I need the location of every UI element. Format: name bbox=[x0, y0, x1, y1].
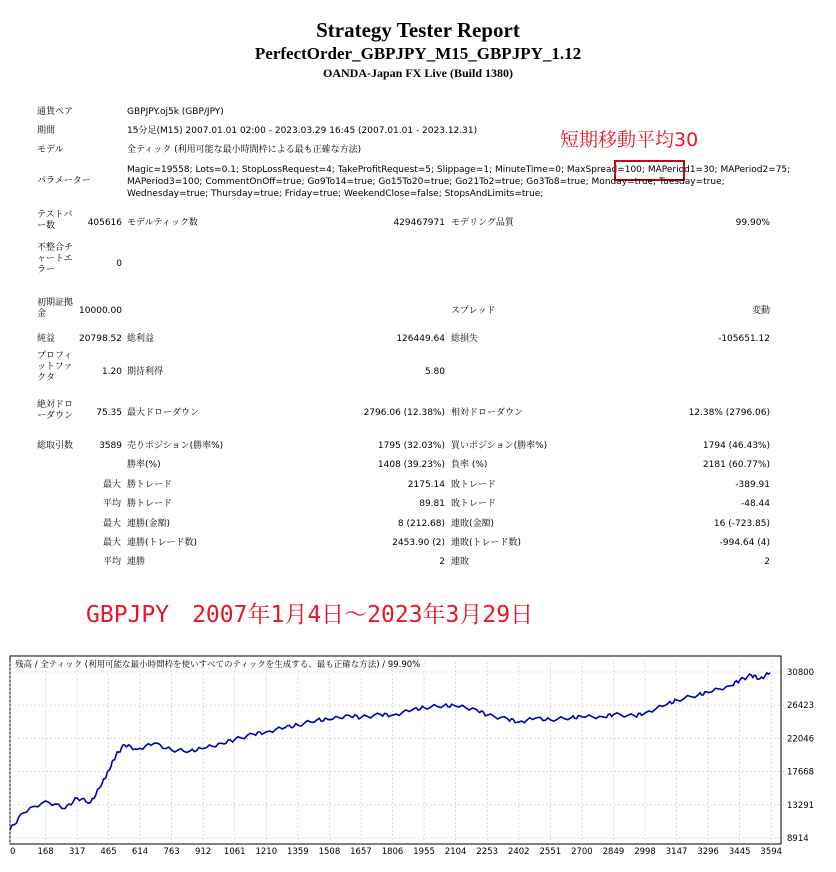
gross-profit-label: 総利益 bbox=[127, 334, 155, 344]
cons-profit-label: 連勝(トレード数) bbox=[127, 538, 198, 548]
cons-losses-label: 連敗(金額) bbox=[451, 519, 495, 529]
deposit-value: 10000.00 bbox=[79, 306, 122, 316]
y-axis-ticks bbox=[787, 668, 814, 844]
x-tick-label: 2700 bbox=[571, 847, 593, 857]
winrate-value: 1408 (39.23%) bbox=[377, 460, 445, 470]
x-tick-label: 2402 bbox=[507, 847, 530, 857]
payoff-value: 5.80 bbox=[424, 367, 445, 377]
params-line-1 bbox=[127, 165, 790, 176]
cons-wins-label: 連勝(金額) bbox=[127, 519, 171, 529]
x-tick-label: 2104 bbox=[444, 847, 467, 857]
ma-period-annotation: 短期移動平均30 bbox=[560, 129, 699, 151]
x-tick-label: 465 bbox=[100, 847, 117, 857]
params-highlight: MAPeriod1=30; bbox=[647, 165, 718, 175]
short-label: 売りポジション(勝率%) bbox=[127, 441, 224, 451]
period-label: 期間 bbox=[37, 126, 56, 136]
cons-losses-value: 16 (-723.85) bbox=[713, 519, 770, 529]
x-tick-label: 2551 bbox=[539, 847, 562, 857]
y-tick-label: 26423 bbox=[787, 701, 815, 712]
y-tick-label: 13291 bbox=[787, 800, 815, 811]
avg-cons-wins-value: 2 bbox=[439, 557, 445, 567]
rel-dd-label: 相対ドローダウン bbox=[451, 408, 524, 418]
largest-win-label: 勝トレード bbox=[127, 480, 173, 490]
largest-win-value: 2175.14 bbox=[407, 480, 445, 490]
lossrate-value: 2181 (60.77%) bbox=[702, 460, 770, 470]
x-tick-label: 0 bbox=[10, 847, 16, 857]
avg-win-value: 89.81 bbox=[419, 499, 445, 509]
gross-profit-value: 126449.64 bbox=[396, 334, 445, 344]
max-prefix: 最大 bbox=[103, 480, 122, 490]
x-tick-label: 2998 bbox=[634, 847, 656, 857]
x-tick-label: 3296 bbox=[697, 847, 719, 857]
quality-label: モデリング品質 bbox=[451, 218, 514, 228]
symbol-label: 通貨ペア bbox=[37, 107, 74, 117]
x-tick-label: 2849 bbox=[602, 847, 625, 857]
mismatch-value: 0 bbox=[116, 259, 122, 269]
pf-value: 1.20 bbox=[101, 367, 122, 377]
avg-prefix-2: 平均 bbox=[103, 557, 122, 567]
period-value: 15分足(M15) 2007.01.01 02:00 - 2023.03.29 16:45 (2007.01.01 - 2023.12.31) bbox=[127, 126, 478, 136]
y-tick-label: 30800 bbox=[787, 668, 815, 678]
max-dd-value: 2796.06 (12.38%) bbox=[363, 408, 445, 418]
avg-cons-wins-label: 連勝 bbox=[127, 557, 146, 567]
chart-frame bbox=[10, 656, 781, 844]
gross-loss-label: 総損失 bbox=[451, 334, 479, 344]
avg-win-label: 勝トレード bbox=[127, 499, 173, 509]
symbol-value: GBPJPY.oj5k (GBP/JPY) bbox=[127, 107, 224, 117]
ticks-label: モデルティック数 bbox=[127, 218, 198, 228]
net-value: 20798.52 bbox=[79, 334, 122, 344]
abs-dd-label: 絶対ドローダウン bbox=[37, 400, 74, 421]
avg-cons-losses-label: 連敗 bbox=[451, 557, 470, 567]
abs-dd-value: 75.35 bbox=[96, 408, 122, 418]
gross-loss-value: -105651.12 bbox=[718, 334, 770, 344]
balance-chart bbox=[0, 652, 836, 872]
report-title: Strategy Tester Report bbox=[316, 18, 520, 42]
chart-title: 残高 / 全ティック (利用可能な最小時間枠を使いすべてのティックを生成する、最も正確な方法) / 99.90% bbox=[15, 660, 421, 670]
x-tick-label: 614 bbox=[131, 847, 149, 857]
long-label: 買いポジション(勝率%) bbox=[451, 441, 548, 451]
largest-loss-label: 敗トレード bbox=[451, 480, 497, 490]
y-tick-label: 17668 bbox=[787, 767, 815, 778]
x-tick-label: 1955 bbox=[413, 847, 435, 857]
max-prefix-3: 最大 bbox=[103, 538, 122, 548]
quality-value: 99.90% bbox=[735, 218, 770, 228]
long-value: 1794 (46.43%) bbox=[702, 441, 770, 451]
x-tick-label: 3147 bbox=[665, 847, 688, 857]
cons-profit-value: 2453.90 (2) bbox=[392, 538, 445, 548]
rel-dd-value: 12.38% (2796.06) bbox=[688, 408, 770, 418]
max-prefix-2: 最大 bbox=[103, 519, 122, 529]
period-annotation: GBPJPY 2007年1月4日～2023年3月29日 bbox=[86, 602, 534, 628]
net-label: 純益 bbox=[37, 334, 56, 344]
x-axis-ticks bbox=[10, 847, 782, 857]
model-value: 全ティック (利用可能な最小時間枠による最も正確な方法) bbox=[127, 145, 362, 155]
avg-loss-label: 敗トレード bbox=[451, 499, 497, 509]
largest-loss-value: -389.91 bbox=[735, 480, 770, 490]
x-tick-label: 1210 bbox=[255, 847, 278, 857]
spread-label: スプレッド bbox=[451, 306, 496, 316]
params-line-3: Wednesday=true; Thursday=true; Friday=true; WeekendClose=false; StopsAndLimits=true; bbox=[127, 189, 544, 199]
params-line-1-end: MAPeriod2=75; bbox=[720, 165, 791, 175]
ticks-value: 429467971 bbox=[393, 218, 445, 228]
lossrate-label: 負率 (%) bbox=[451, 460, 488, 470]
x-tick-label: 3445 bbox=[728, 847, 751, 857]
x-tick-label: 1508 bbox=[318, 847, 341, 857]
x-tick-label: 317 bbox=[69, 847, 86, 857]
y-tick-label: 8914 bbox=[787, 834, 809, 844]
x-tick-label: 2253 bbox=[476, 847, 499, 857]
x-tick-label: 912 bbox=[195, 847, 212, 857]
x-tick-label: 3594 bbox=[760, 847, 783, 857]
params-line-1-start: Magic=19558; Lots=0.1; StopLossRequest=4; TakeProfitRequest=5; Slippage=1; MinuteTime=0; MaxSpread=100; bbox=[127, 165, 645, 175]
spread-value: 変動 bbox=[751, 306, 770, 316]
y-tick-label: 22046 bbox=[787, 734, 815, 745]
mismatch-label: 不整合チャートエラー bbox=[37, 243, 74, 275]
report-subtitle: PerfectOrder_GBPJPY_M15_GBPJPY_1.12 bbox=[254, 44, 582, 63]
trades-label: 総取引数 bbox=[37, 441, 74, 451]
model-label: モデル bbox=[37, 145, 64, 155]
params-label: パラメーター bbox=[37, 176, 91, 186]
x-tick-label: 1657 bbox=[350, 847, 372, 857]
x-tick-label: 1359 bbox=[287, 847, 309, 857]
avg-cons-losses-value: 2 bbox=[764, 557, 770, 567]
bars-label: テストバー数 bbox=[37, 210, 73, 231]
avg-prefix: 平均 bbox=[103, 499, 122, 509]
winrate-label: 勝率(%) bbox=[127, 460, 161, 470]
x-tick-label: 1061 bbox=[223, 847, 246, 857]
x-tick-label: 1806 bbox=[381, 847, 404, 857]
params-line-2: MAPeriod3=100; CommentOnOff=true; Go9To14=true; Go15To20=true; Go21To2=true; Go3To8=true; Monday=true; Tuesday=true; bbox=[127, 177, 725, 187]
server-name: OANDA-Japan FX Live (Build 1380) bbox=[322, 66, 513, 80]
avg-loss-value: -48.44 bbox=[740, 499, 770, 509]
deposit-label: 初期証拠金 bbox=[37, 298, 74, 319]
max-dd-label: 最大ドローダウン bbox=[127, 408, 200, 418]
trades-value: 3589 bbox=[99, 441, 122, 451]
pf-label: プロフィットファクタ bbox=[37, 351, 73, 383]
x-tick-label: 168 bbox=[37, 847, 54, 857]
cons-loss-label: 連敗(トレード数) bbox=[451, 538, 522, 548]
x-tick-label: 763 bbox=[163, 847, 180, 857]
cons-wins-value: 8 (212.68) bbox=[397, 519, 445, 529]
payoff-label: 期待利得 bbox=[127, 367, 164, 377]
bars-value: 405616 bbox=[87, 218, 122, 228]
short-value: 1795 (32.03%) bbox=[377, 441, 445, 451]
cons-loss-value: -994.64 (4) bbox=[719, 538, 770, 548]
